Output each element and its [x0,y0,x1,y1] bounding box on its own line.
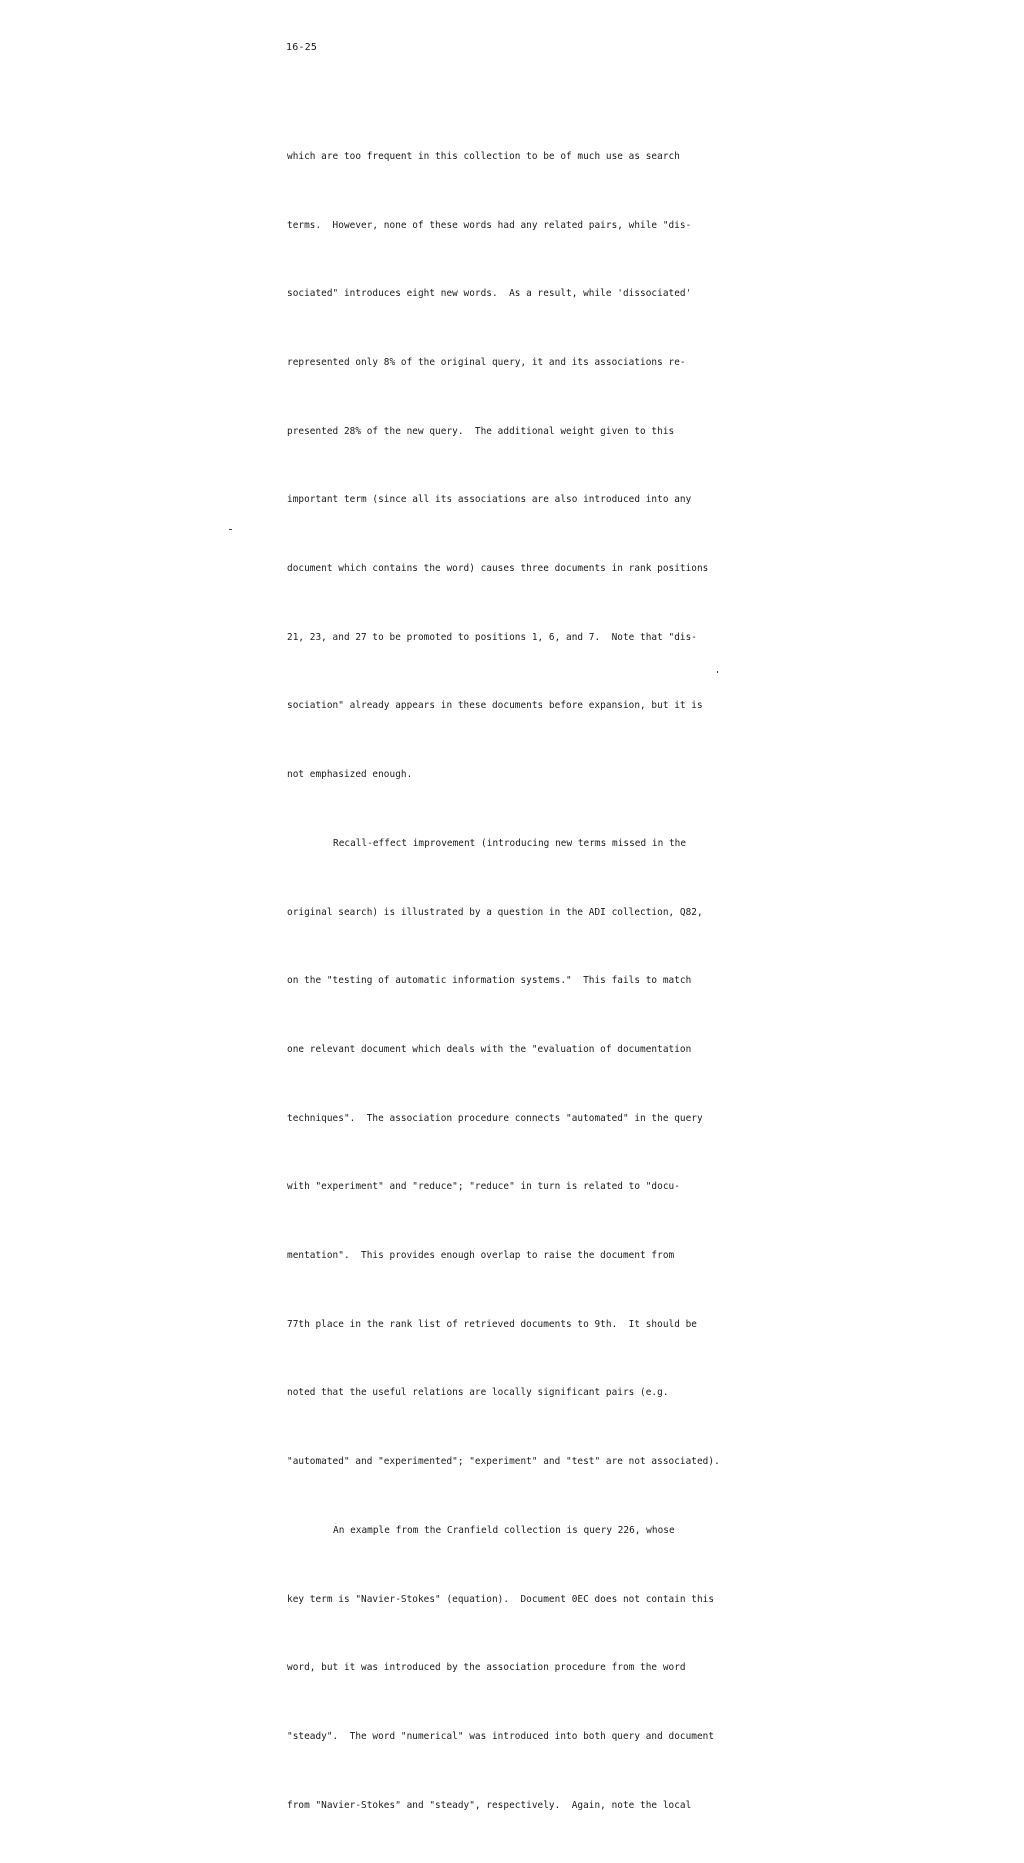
text-line: word, but it was introduced by the association procedure from the word [287,1662,686,1674]
text-line: which are too frequent in this collection to be of much use as search [287,150,680,162]
text-line: techniques". The association procedure connects "automated" in the query [287,1112,703,1124]
page-number: 16-25 [286,42,318,53]
text-line: sociation" already appears in these documents before expansion, but it is [287,700,703,712]
scan-speck [229,529,232,530]
text-line: noted that the useful relations are locally significant pairs (e.g. [287,1387,669,1399]
text-line: represented only 8% of the original query, it and its associations re- [287,356,686,368]
text-line: key term is "Navier-Stokes" (equation). Document 0EC does not contain this [287,1593,715,1605]
text-line: "automated" and "experimented"; "experiment" and "test" are not associated). [287,1456,720,1468]
scan-speck [717,671,718,673]
text-line: with "experiment" and "reduce"; "reduce" in turn is related to "docu- [287,1181,680,1193]
text-line: from "Navier-Stokes" and "steady", respectively. Again, note the local [287,1799,692,1811]
text-line: on the "testing of automatic information systems." This fails to match [287,975,692,987]
paragraph-start-line: An example from the Cranfield collection is query 226, whose [333,1524,675,1536]
text-line: not emphasized enough. [287,769,413,781]
text-line: 21, 23, and 27 to be promoted to positions 1, 6, and 7. Note that "dis- [287,631,697,643]
text-line: mentation". This provides enough overlap to raise the document from [287,1250,675,1262]
text-line: one relevant document which deals with the "evaluation of documentation [287,1043,692,1055]
paragraph-start-line: Recall-effect improvement (introducing new terms missed in the [333,837,687,849]
text-line: important term (since all its associations are also introduced into any [287,494,692,506]
text-line: terms. However, none of these words had any related pairs, while "dis- [287,219,692,231]
text-line: sociated" introduces eight new words. As a result, while 'dissociated' [287,288,692,300]
text-line: document which contains the word) causes three documents in rank positions [287,563,709,575]
text-line: "steady". The word "numerical" was introduced into both query and document [287,1730,715,1742]
body-text [287,100,720,1863]
text-line: presented 28% of the new query. The additional weight given to this [287,425,675,437]
text-line: 77th place in the rank list of retrieved documents to 9th. It should be [287,1318,697,1330]
text-line: original search) is illustrated by a question in the ADI collection, Q82, [287,906,703,918]
